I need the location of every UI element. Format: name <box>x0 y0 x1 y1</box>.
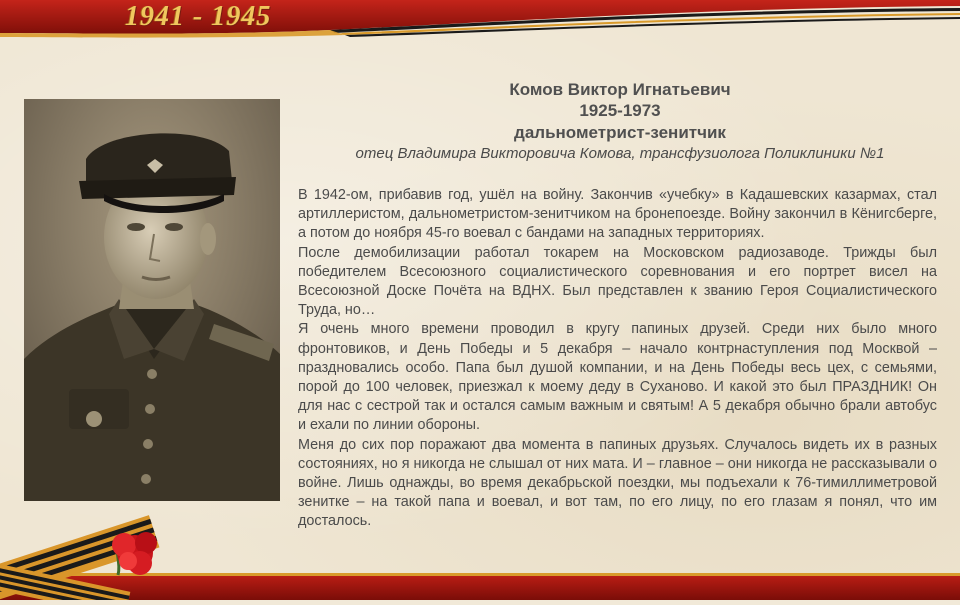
portrait-photo <box>24 99 280 501</box>
banner-title: 1941 - 1945 <box>125 1 272 32</box>
st-george-ribbon-icon <box>0 505 190 600</box>
red-carnation-icon <box>112 532 157 575</box>
paragraph: В 1942-ом, прибавив год, ушёл на войну. Закончив «учебку» в Кадашевских казармах, стал артиллеристом, дальнометристом-зенитчиком на бронепоезде. Войну закончил в Кёнигсберге, а потом до ноября 45-го воевал с бандами на западных территориях. <box>298 187 937 242</box>
paragraph: Меня до сих пор поражают два момента в папиных друзьях. Случалось видеть их в разных состояниях, но я никогда не слышал от них мата. И – главное – они никогда не рассказывали о войне. Лишь однажды, во время декабрьской поездки, мы подъехали к 76-тимиллиметровой зенитке – на такой папа и воевал, и вот там, по его лицу, по его глазам я понял, что им досталось. <box>298 436 937 530</box>
paragraph: Я очень много времени проводил в кругу папиных друзей. Среди них было много фронтовиков, и День Победы и 5 декабря – начало контрнаступления под Москвой – праздновались особо. Папа был душой компании, и на День Победы весь цех, с семьями, порой до 100 человек, приезжал к моему деду в Суханово. И какой это был ПРАЗДНИК! Он для нас с сестрой так и остался самым важным и святым! А 5 декабря обычно брали автобус и ехали по линии обороны. <box>298 321 937 434</box>
biography-text <box>298 186 937 532</box>
top-banner <box>0 0 960 40</box>
portrait-image <box>24 99 280 501</box>
person-years: 1925-1973 <box>579 101 661 120</box>
paragraph: После демобилизации работал токарем на Московском радиозаводе. Трижды был победителем Всесоюзного социалистического соревнования и его портрет висел на Всесоюзной Доске Почёта на ВДНХ. Был представлен к званию Героя Социалистического Труда, но… <box>298 244 937 319</box>
person-relation: отец Владимира Викторовича Комова, трансфузиолога Поликлиники №1 <box>355 145 885 162</box>
ribbon-decoration <box>0 505 190 600</box>
person-name: Комов Виктор Игнатьевич <box>509 80 731 99</box>
person-rank: дальнометрист-зенитчик <box>514 123 726 142</box>
